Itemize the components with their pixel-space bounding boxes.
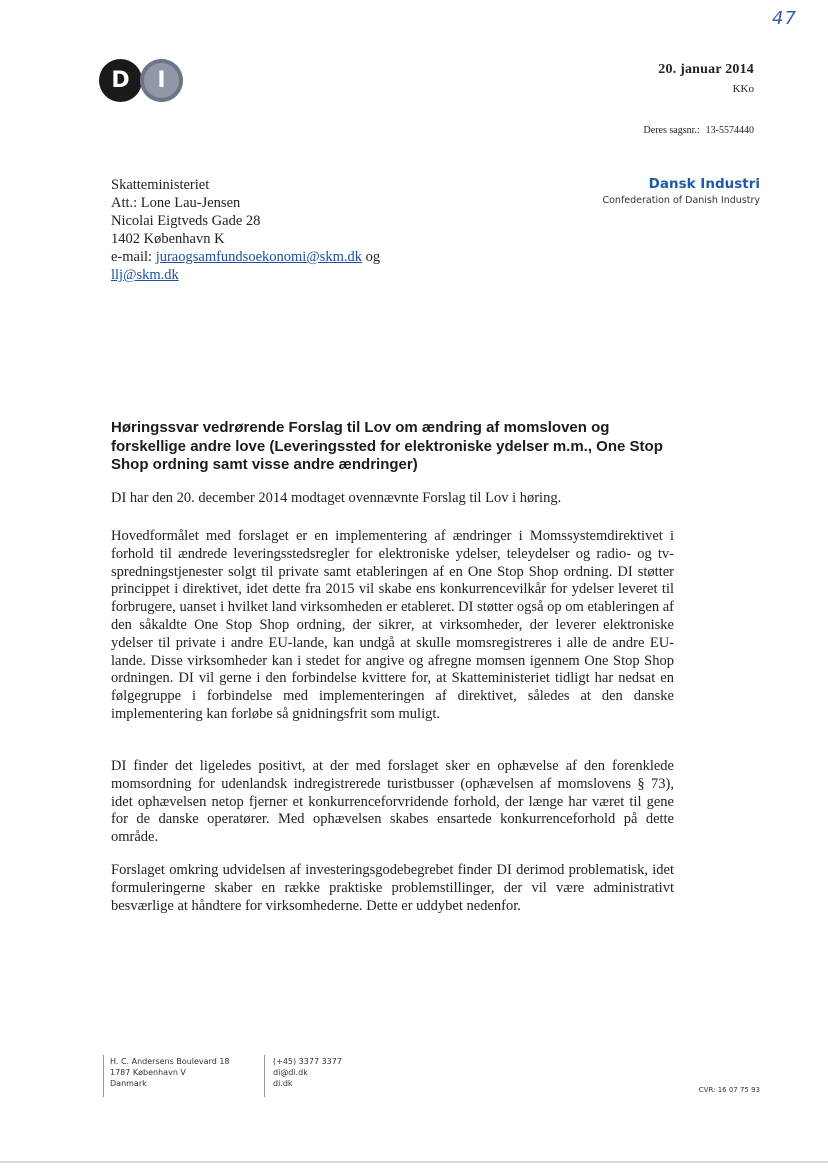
- body-paragraph: DI finder det ligeledes positivt, at der med forslaget sker en ophævelse af den forenklede momsordning for udenlandsk indregistrerede turistbusser (ophævelsen af momslovens § 73), idet ophævelsen netop fjerner et konkurrenceforvridende forhold, der længe har været til gene for de danske operatører. Med ophævelsen skabes ensartede konkurrenceforhold på dette område.: [111, 758, 674, 846]
- body-paragraph: Hovedformålet med forslaget er en implementering af ændringer i Momssystemdirektivet i forhold til ændrede leveringsstedsregler for elektroniske ydelser, teleydelser og radio- og tv-spredningstjenester solgt til private samt etableringen af en One Stop Shop ordning. DI støtter princippet i direktivet, idet dette fra 2015 vil skabe ens konkurrencevilkår for ydelser leveret til forbrugere, uanset i hvilket land virksomheden er etableret. DI støtter også op om etableringen af den såkaldte One Stop Shop ordning, der sikrer, at virksomheder, der leverer elektroniske ydelser til private i andre EU-lande, kan undgå at skulle momsregistreres i alle de andre EU-lande. Disse virksomheder kan i stedet for angive og afregne momsen igennem One Stop Shop ordningen. DI vil gerne i den forbindelse kvittere for, at Skatteministeriet tidligt har nedsat en følgegruppe i forbindelse med implementeringen af direktivet, således at den danske implementering kan forløbe så gnidningsfrit som muligt.: [111, 528, 674, 722]
- recipient-address: [111, 176, 380, 284]
- logo-letter-d: D: [99, 59, 142, 102]
- email-line: [111, 248, 380, 266]
- page-bottom-edge: [0, 1161, 828, 1163]
- footer-divider: [264, 1055, 265, 1097]
- letter-date: 20. januar 2014: [658, 62, 754, 77]
- organization-subtitle: Confederation of Danish Industry: [602, 195, 760, 206]
- organization-brand: [602, 176, 760, 206]
- footer-address-line: H. C. Andersens Boulevard 18: [110, 1057, 230, 1066]
- footer-address: [110, 1056, 230, 1089]
- email-prefix: e-mail:: [111, 249, 156, 265]
- email-join: og: [361, 249, 381, 265]
- email-link-primary[interactable]: juraogsamfundsoekonomi@skm.dk: [155, 249, 362, 265]
- footer-cvr: CVR: 16 07 75 93: [698, 1086, 760, 1094]
- body-paragraph: Forslaget omkring udvidelsen af investeringsgodebegrebet finder DI derimod problematisk, idet formuleringerne skaber en række praktiske problemstillinger, der vil være administrativt besværlige at håndtere for virksomhederne. Dette er uddybet nedenfor.: [111, 862, 674, 914]
- address-line: 1402 København K: [111, 231, 225, 247]
- logo-letter-i: I: [140, 59, 183, 102]
- handwritten-page-number: 47: [772, 8, 797, 29]
- address-line: Nicolai Eigtveds Gade 28: [111, 213, 261, 229]
- body-paragraph: DI har den 20. december 2014 modtaget ovennævnte Forslag til Lov i høring.: [111, 490, 562, 506]
- di-logo: [99, 59, 187, 103]
- reference-label: Deres sagsnr.:: [643, 125, 700, 136]
- sender-initials: KKo: [732, 83, 754, 95]
- footer-email: di@di.dk: [273, 1068, 308, 1077]
- footer-address-line: Danmark: [110, 1079, 147, 1088]
- email-line: [111, 266, 380, 284]
- footer-address-line: 1787 København V: [110, 1068, 186, 1077]
- organization-name: Dansk Industri: [648, 176, 760, 192]
- reference-value: 13-5574440: [705, 125, 754, 136]
- footer-divider: [103, 1055, 104, 1097]
- email-link-secondary[interactable]: llj@skm.dk: [111, 267, 179, 283]
- reference-number: [644, 125, 754, 136]
- footer-phone: (+45) 3377 3377: [273, 1057, 342, 1066]
- footer-web: di.dk: [273, 1079, 293, 1088]
- footer-contact: [273, 1056, 342, 1089]
- address-line: Att.: Lone Lau-Jensen: [111, 195, 241, 211]
- letter-subject: Høringssvar vedrørende Forslag til Lov om ændring af momsloven og forskellige andre love (Leveringssted for elektroniske ydelser m.m., One Stop Shop ordning samt visse andre ændringer): [111, 419, 663, 473]
- address-line: Skatteministeriet: [111, 177, 210, 193]
